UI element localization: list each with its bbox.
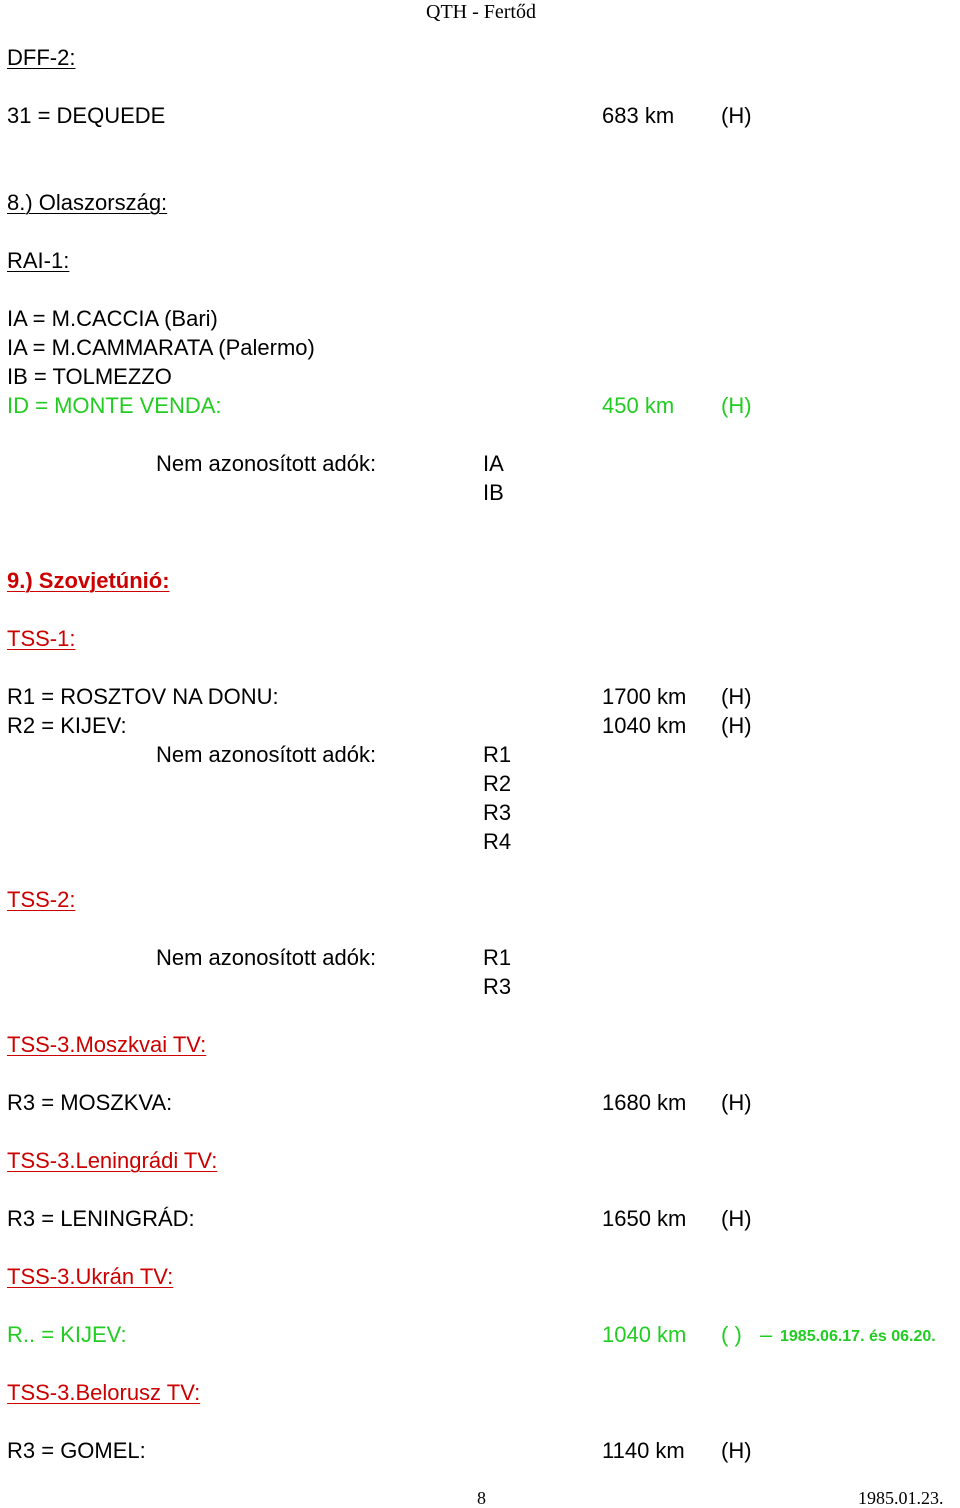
tss1-unidentified-label: Nem azonosított adók: <box>156 742 377 767</box>
tss2-unidentified-label: Nem azonosított adók: <box>156 945 377 970</box>
tss1-r1-label: R1 = ROSZTOV NA DONU: <box>7 684 279 709</box>
italy-unidentified-item: IB <box>483 480 504 505</box>
page-header-title: QTH - Fertőd <box>426 1 536 23</box>
belarus-distance: 1140 km <box>602 1438 685 1463</box>
italy-station-line: IB = TOLMEZZO <box>7 364 172 389</box>
moscow-flag: (H) <box>721 1090 752 1115</box>
ukraine-distance: 1040 km <box>602 1322 687 1347</box>
ukraine-flag: ( ) <box>721 1322 742 1347</box>
leningrad-label: R3 = LENINGRÁD: <box>7 1206 195 1231</box>
tss3-moscow-heading: TSS-3.Moszkvai TV: <box>7 1032 207 1057</box>
ukraine-date-note: 1985.06.17. és 06.20. <box>780 1328 936 1345</box>
tss1-r2-flag: (H) <box>721 713 752 738</box>
italy-unidentified-label: Nem azonosított adók: <box>156 451 377 476</box>
tss2-unidentified-item: R1 <box>483 945 512 970</box>
ukraine-label: R.. = KIJEV: <box>7 1322 127 1347</box>
ukraine-dash: – <box>760 1322 773 1347</box>
tss1-r1-distance: 1700 km <box>602 684 687 709</box>
moscow-distance: 1680 km <box>602 1090 687 1115</box>
dff2-station-distance: 683 km <box>602 103 675 128</box>
tss1-heading: TSS-1: <box>7 626 76 651</box>
ussr-section-heading: 9.) Szovjetúnió: <box>7 568 170 593</box>
tss1-unidentified-item: R3 <box>483 800 512 825</box>
tss3-leningrad-heading: TSS-3.Leningrádi TV: <box>7 1148 218 1173</box>
dff2-heading: DFF-2: <box>7 45 76 70</box>
footer-page-number: 8 <box>477 1488 486 1508</box>
dff2-station-flag: (H) <box>721 103 752 128</box>
italy-station-line: IA = M.CACCIA (Bari) <box>7 306 218 331</box>
belarus-flag: (H) <box>721 1438 752 1463</box>
tss2-heading: TSS-2: <box>7 887 76 912</box>
footer-date: 1985.01.23. <box>858 1488 944 1508</box>
italy-unidentified-item: IA <box>483 451 504 476</box>
tss1-unidentified-item: R4 <box>483 829 512 854</box>
italy-station-line: IA = M.CAMMARATA (Palermo) <box>7 335 315 360</box>
tss1-r1-flag: (H) <box>721 684 752 709</box>
tss3-ukraine-heading: TSS-3.Ukrán TV: <box>7 1264 174 1289</box>
leningrad-distance: 1650 km <box>602 1206 687 1231</box>
tss1-r2-label: R2 = KIJEV: <box>7 713 127 738</box>
moscow-label: R3 = MOSZKVA: <box>7 1090 173 1115</box>
tss3-belarus-heading: TSS-3.Belorusz TV: <box>7 1380 201 1405</box>
italy-id-label: ID = MONTE VENDA: <box>7 393 222 418</box>
belarus-label: R3 = GOMEL: <box>7 1438 146 1463</box>
leningrad-flag: (H) <box>721 1206 752 1231</box>
italy-id-flag: (H) <box>721 393 752 418</box>
tss2-unidentified-item: R3 <box>483 974 512 999</box>
rai1-heading: RAI-1: <box>7 248 70 273</box>
italy-section-heading: 8.) Olaszország: <box>7 190 168 215</box>
italy-id-distance: 450 km <box>602 393 675 418</box>
tss1-unidentified-item: R1 <box>483 742 512 767</box>
dff2-station-label: 31 = DEQUEDE <box>7 103 166 128</box>
tss1-r2-distance: 1040 km <box>602 713 687 738</box>
tss1-unidentified-item: R2 <box>483 771 512 796</box>
